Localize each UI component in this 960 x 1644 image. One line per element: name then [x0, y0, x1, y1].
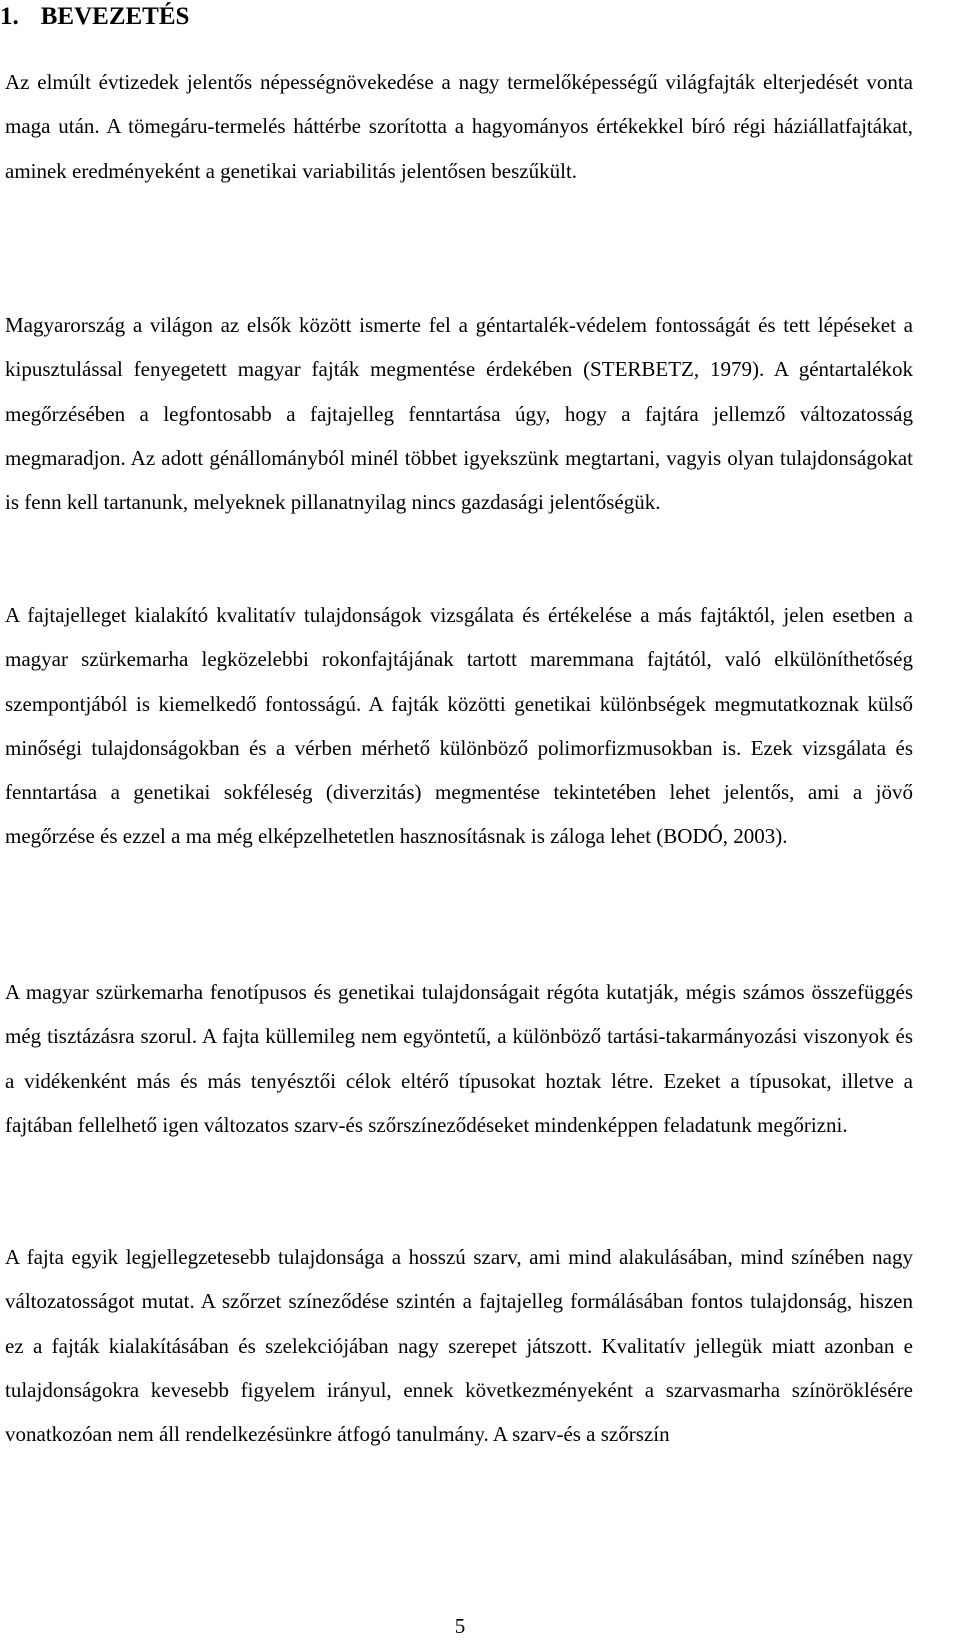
section-heading [0, 2, 189, 32]
paragraph-5: A fajta egyik legjellegzetesebb tulajdonsága a hosszú szarv, ami mind alakulásában, mind színében nagy változatosságot mutat. A szőrzet színeződése szintén a fajtajelleg formálásában fontos tulajdonság, hiszen ez a fajták kialakításában és szelekciójában nagy szerepet játszott. Kvalitatív jellegük miatt azonban e tulajdonságokra kevesebb figyelem irányul, ennek következményeként a szarvasmarha színöröklésére vonatkozóan nem áll rendelkezésünkre átfogó tanulmány. A szarv-és a szőrszín [5, 1245, 913, 1447]
paragraph-1: Az elmúlt évtizedek jelentős népességnövekedése a nagy termelőképességű világfajták elterjedését vonta maga után. A tömegáru-termelés háttérbe szorította a hagyományos értékekkel bíró régi háziállatfajtákat, aminek eredményeként a genetikai variabilitás jelentősen beszűkült. [5, 70, 913, 183]
section-number: 1. [0, 3, 19, 30]
paragraph-2: Magyarország a világon az elsők között ismerte fel a géntartalék-védelem fontosságát és tett lépéseket a kipusztulással fenyegetett magyar fajták megmentése érdekében (STERBETZ, 1979). A géntartalékok megőrzésében a legfontosabb a fajtajelleg fenntartása úgy, hogy a fajtára jellemző változatosság megmaradjon. Az adott génállományból minél többet igyekszünk megtartani, vagyis olyan tulajdonságokat is fenn kell tartanunk, melyeknek pillanatnyilag nincs gazdasági jelentőségük. [5, 313, 913, 515]
paragraph-3: A fajtajelleget kialakító kvalitatív tulajdonságok vizsgálata és értékelése a más fajtáktól, jelen esetben a magyar szürkemarha legközelebbi rokonfajtájának tartott maremmana fajtától, való elkülöníthetőség szempontjából is kiemelkedő fontosságú. A fajták közötti genetikai különbségek megmutatkoznak külső minőségi tulajdonságokban és a vérben mérhető különböző polimorfizmusokban is. Ezek vizsgálata és fenntartása a genetikai sokféleség (diverzitás) megmentése tekintetében lehet jelentős, ami a jövő megőrzése és ezzel a ma még elképzelhetetlen hasznosításnak is záloga lehet (BODÓ, 2003). [5, 603, 913, 849]
section-title: BEVEZETÉS [40, 3, 190, 30]
page-number: 5 [454, 1614, 466, 1638]
paragraph-4: A magyar szürkemarha fenotípusos és genetikai tulajdonságait régóta kutatják, mégis számos összefüggés még tisztázásra szorul. A fajta küllemileg nem egyöntetű, a különböző tartási-takarmányozási viszonyok és a vidékenként más és más tenyésztői célok eltérő típusokat hoztak létre. Ezeket a típusokat, illetve a fajtában fellelhető igen változatos szarv-és szőrszíneződéseket mindenképpen feladatunk megőrizni. [5, 980, 913, 1137]
